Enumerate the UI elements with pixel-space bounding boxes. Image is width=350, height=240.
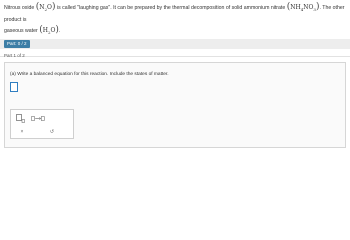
part-divider [0, 56, 350, 57]
intro-text-2: is called "laughing gas". It can be prepared by the thermal decomposition of solid ammonium nitrate [56, 5, 286, 11]
subscript-box-icon[interactable] [15, 112, 25, 124]
answer-input[interactable] [10, 82, 18, 92]
undo-icon[interactable]: ↺ [49, 129, 55, 135]
clear-icon[interactable]: × [20, 129, 24, 135]
question-text: (a) Write a balanced equation for this reaction. Include the states of matter. [10, 72, 169, 77]
formula-h2o: $H_2O$ [42, 27, 56, 36]
intro-text-4: gaseous water [4, 28, 38, 35]
intro-text-1: Nitrous oxide [4, 5, 35, 11]
intro-text-5: . [58, 28, 61, 35]
formula-nh4no3: $NH_4NO_3$ [290, 4, 316, 13]
problem-statement: Nitrous oxide $(N_2O)$ is called "laughing gas". It can be prepared by the thermal decomposition of solid ammonium nitrate $(NH_4NO_3)$. The other product is gaseous water $(H_2O)$. [4, 2, 345, 36]
reaction-arrow-icon[interactable] [31, 112, 45, 124]
equation-toolbar [10, 109, 74, 139]
part-status-badge: Part: 0 / 2 [4, 40, 30, 48]
part-progress-bar [0, 39, 350, 49]
part-header: Part 1 of 2 [4, 53, 25, 58]
intro-text-3: . The other product is [4, 5, 345, 24]
formula-n2o: $N_2O$ [39, 4, 52, 13]
